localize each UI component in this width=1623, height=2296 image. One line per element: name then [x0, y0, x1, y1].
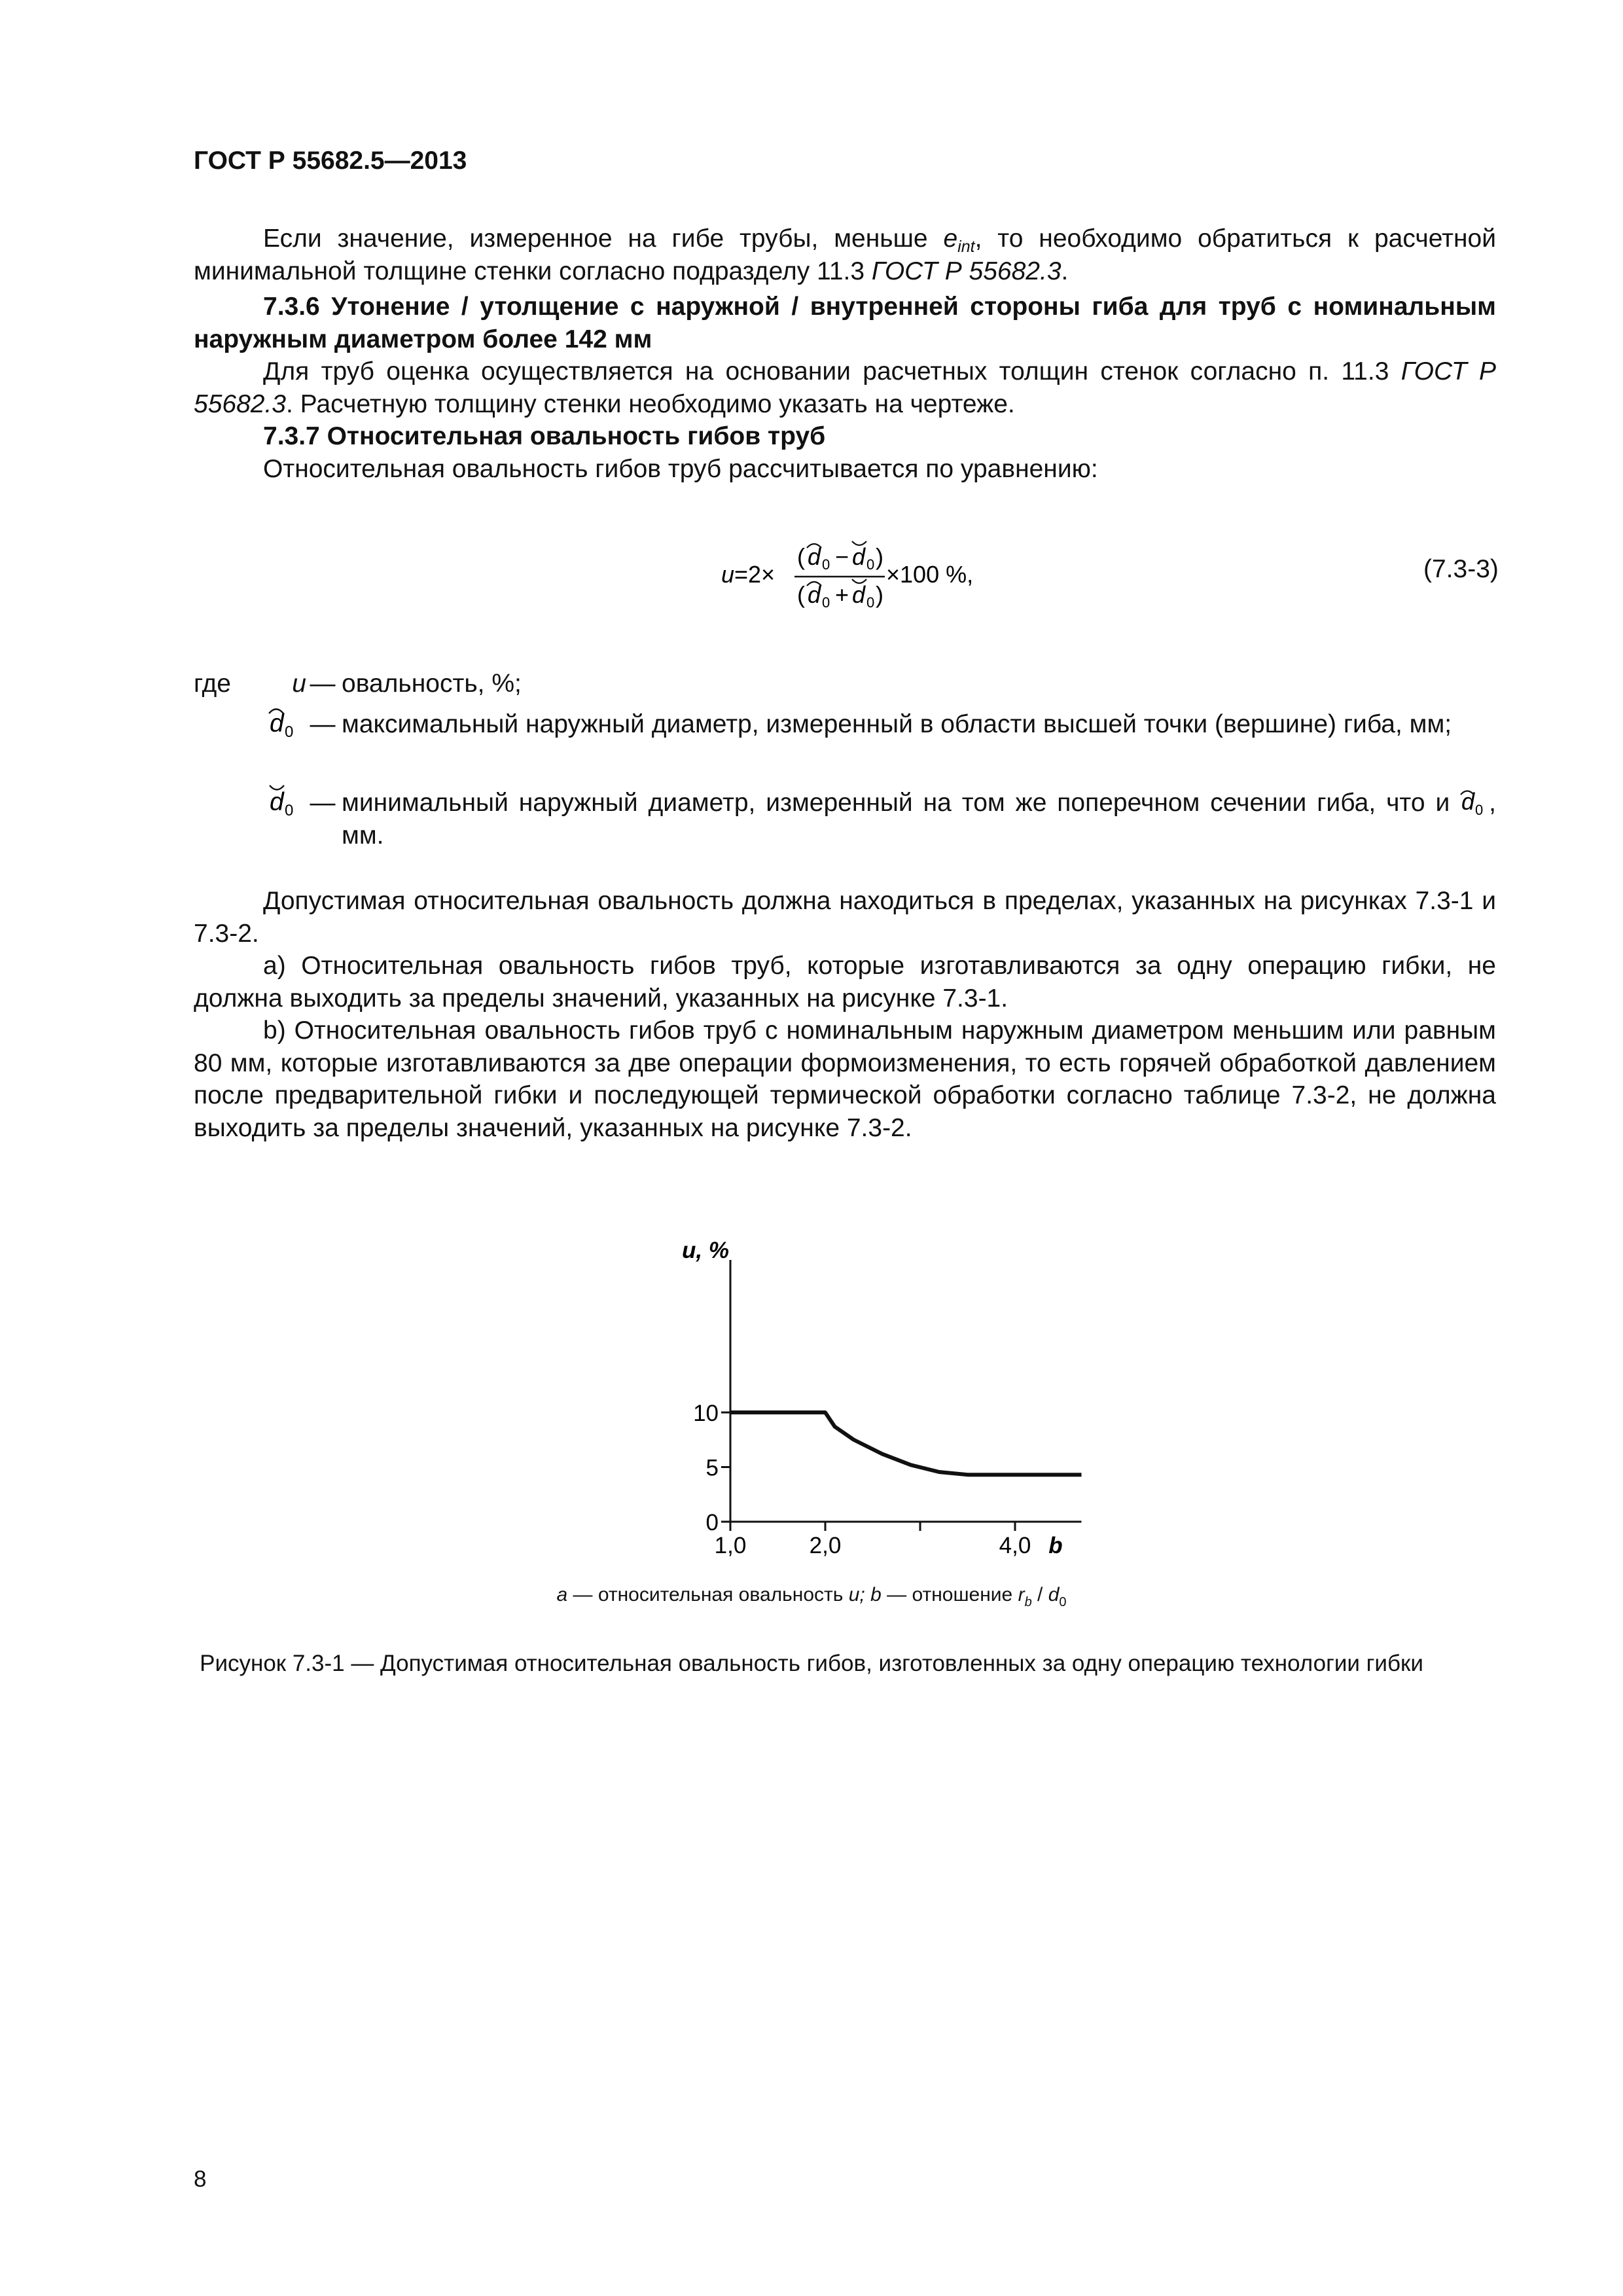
svg-text:+: +: [835, 581, 849, 608]
svg-text:(: (: [797, 581, 805, 608]
y-tick-label: 5: [705, 1455, 719, 1481]
section-7-3-7-heading: 7.3.7 Относительная овальность гибов труб: [263, 422, 826, 450]
section-7-3-6-text: Для труб оценка осуществляется на основании расчетных толщин стенок согласно п. 11.3 ГОСТ Р 55682.3. Расчетную толщину стенки необходимо указать на чертеже.: [194, 357, 1496, 418]
where-dash: —: [310, 710, 336, 738]
y-tick-label: 0: [705, 1510, 719, 1535]
svg-text:d: d: [270, 788, 284, 816]
symbol-dmax-inline: [1460, 789, 1489, 817]
symbol-dmin: [267, 780, 306, 819]
equation-number: (7.3-3): [1423, 555, 1499, 583]
where-dash: —: [310, 789, 336, 817]
dmin-description: минимальный наружный диаметр, измеренный на том же поперечном сечении гиба, что и d 0 , мм.: [342, 788, 1496, 850]
svg-text:0: 0: [1475, 802, 1484, 818]
svg-text:): ): [876, 543, 883, 570]
symbol-u: u: [292, 670, 306, 698]
ovality-chart: [641, 1230, 1063, 1558]
figure-caption: Рисунок 7.3-1 — Допустимая относительная овальность гибов, изготовленных за одну операцию технологии гибки: [200, 1651, 1423, 1676]
paragraph-allowable: Допустимая относительная овальность должна находиться в пределах, указанных на рисунках 7.3-1 и 7.3-2.: [194, 887, 1496, 948]
document-header: ГОСТ Р 55682.5—2013: [194, 147, 467, 175]
figure-note: a — относительная овальность u; b — отношение $r_b / d_0$: [556, 1584, 1067, 1609]
paragraph-b: b) Относительная овальность гибов труб с номинальным наружным диаметром меньшим или равным 80 мм, которые изготавливаются за две операции формоизменения, то есть горячей обработкой давлением после предварительной гибки и последующей термической обработки согласно таблице 7.3-2, не должна выходить за пределы значений, указанных на рисунке 7.3-2.: [194, 1016, 1496, 1142]
ovality-limit-line: [730, 1412, 1082, 1475]
x-tick-label: 2,0: [809, 1533, 842, 1558]
paragraph-a: а) Относительная овальность гибов труб, которые изготавливаются за одну операцию гибки, не должна выходить за пределы значений, указанных на рисунке 7.3-1.: [194, 952, 1496, 1013]
ovality-equation: [713, 533, 1001, 632]
svg-text:d: d: [270, 709, 284, 738]
dmax-description: максимальный наружный диаметр, измеренный в области высшей точки (вершине) гиба, мм;: [342, 710, 1452, 738]
section-7-3-6-heading: 7.3.6 Утонение / утолщение с наружной / внутренней стороны гиба для труб с номинальным наружным диаметром более 142 мм: [194, 293, 1496, 353]
svg-text:0: 0: [822, 594, 830, 611]
x-axis-label: b: [1048, 1533, 1063, 1558]
y-tick-label: 10: [693, 1401, 719, 1426]
where-label: где: [194, 670, 231, 698]
svg-text:0: 0: [285, 802, 294, 819]
svg-text:×100 %,: ×100 %,: [886, 561, 974, 588]
svg-text:d: d: [808, 581, 821, 608]
symbol-dmax: [267, 702, 306, 741]
paragraph-e-int: Если значение, измеренное на гибе трубы, меньше $e_{int}$, то необходимо обратиться к расчетной минимальной толщине стенки согласно подразделу 11.3 ГОСТ Р 55682.3.: [194, 224, 1496, 285]
svg-text:d: d: [808, 543, 821, 570]
svg-text:0: 0: [822, 556, 830, 573]
x-tick-label: 1,0: [714, 1533, 747, 1558]
svg-text:d: d: [1461, 788, 1475, 815]
svg-text:(: (: [797, 543, 805, 570]
where-dash: —: [310, 670, 336, 698]
page-number: 8: [194, 2166, 207, 2192]
svg-text:−: −: [835, 543, 849, 570]
svg-text:d: d: [852, 581, 866, 608]
svg-text:u: u: [721, 561, 735, 588]
svg-text:): ): [876, 581, 883, 608]
svg-text:0: 0: [866, 594, 875, 611]
svg-text:0: 0: [285, 723, 294, 741]
y-axis-label: u, %: [682, 1238, 729, 1263]
section-7-3-7-intro: Относительная овальность гибов труб рассчитывается по уравнению:: [263, 455, 1098, 483]
svg-text:0: 0: [866, 556, 875, 573]
svg-text:=2×: =2×: [734, 561, 776, 588]
svg-text:d: d: [852, 543, 866, 570]
u-description: овальность, %;: [342, 670, 522, 698]
x-tick-label: 4,0: [999, 1533, 1031, 1558]
